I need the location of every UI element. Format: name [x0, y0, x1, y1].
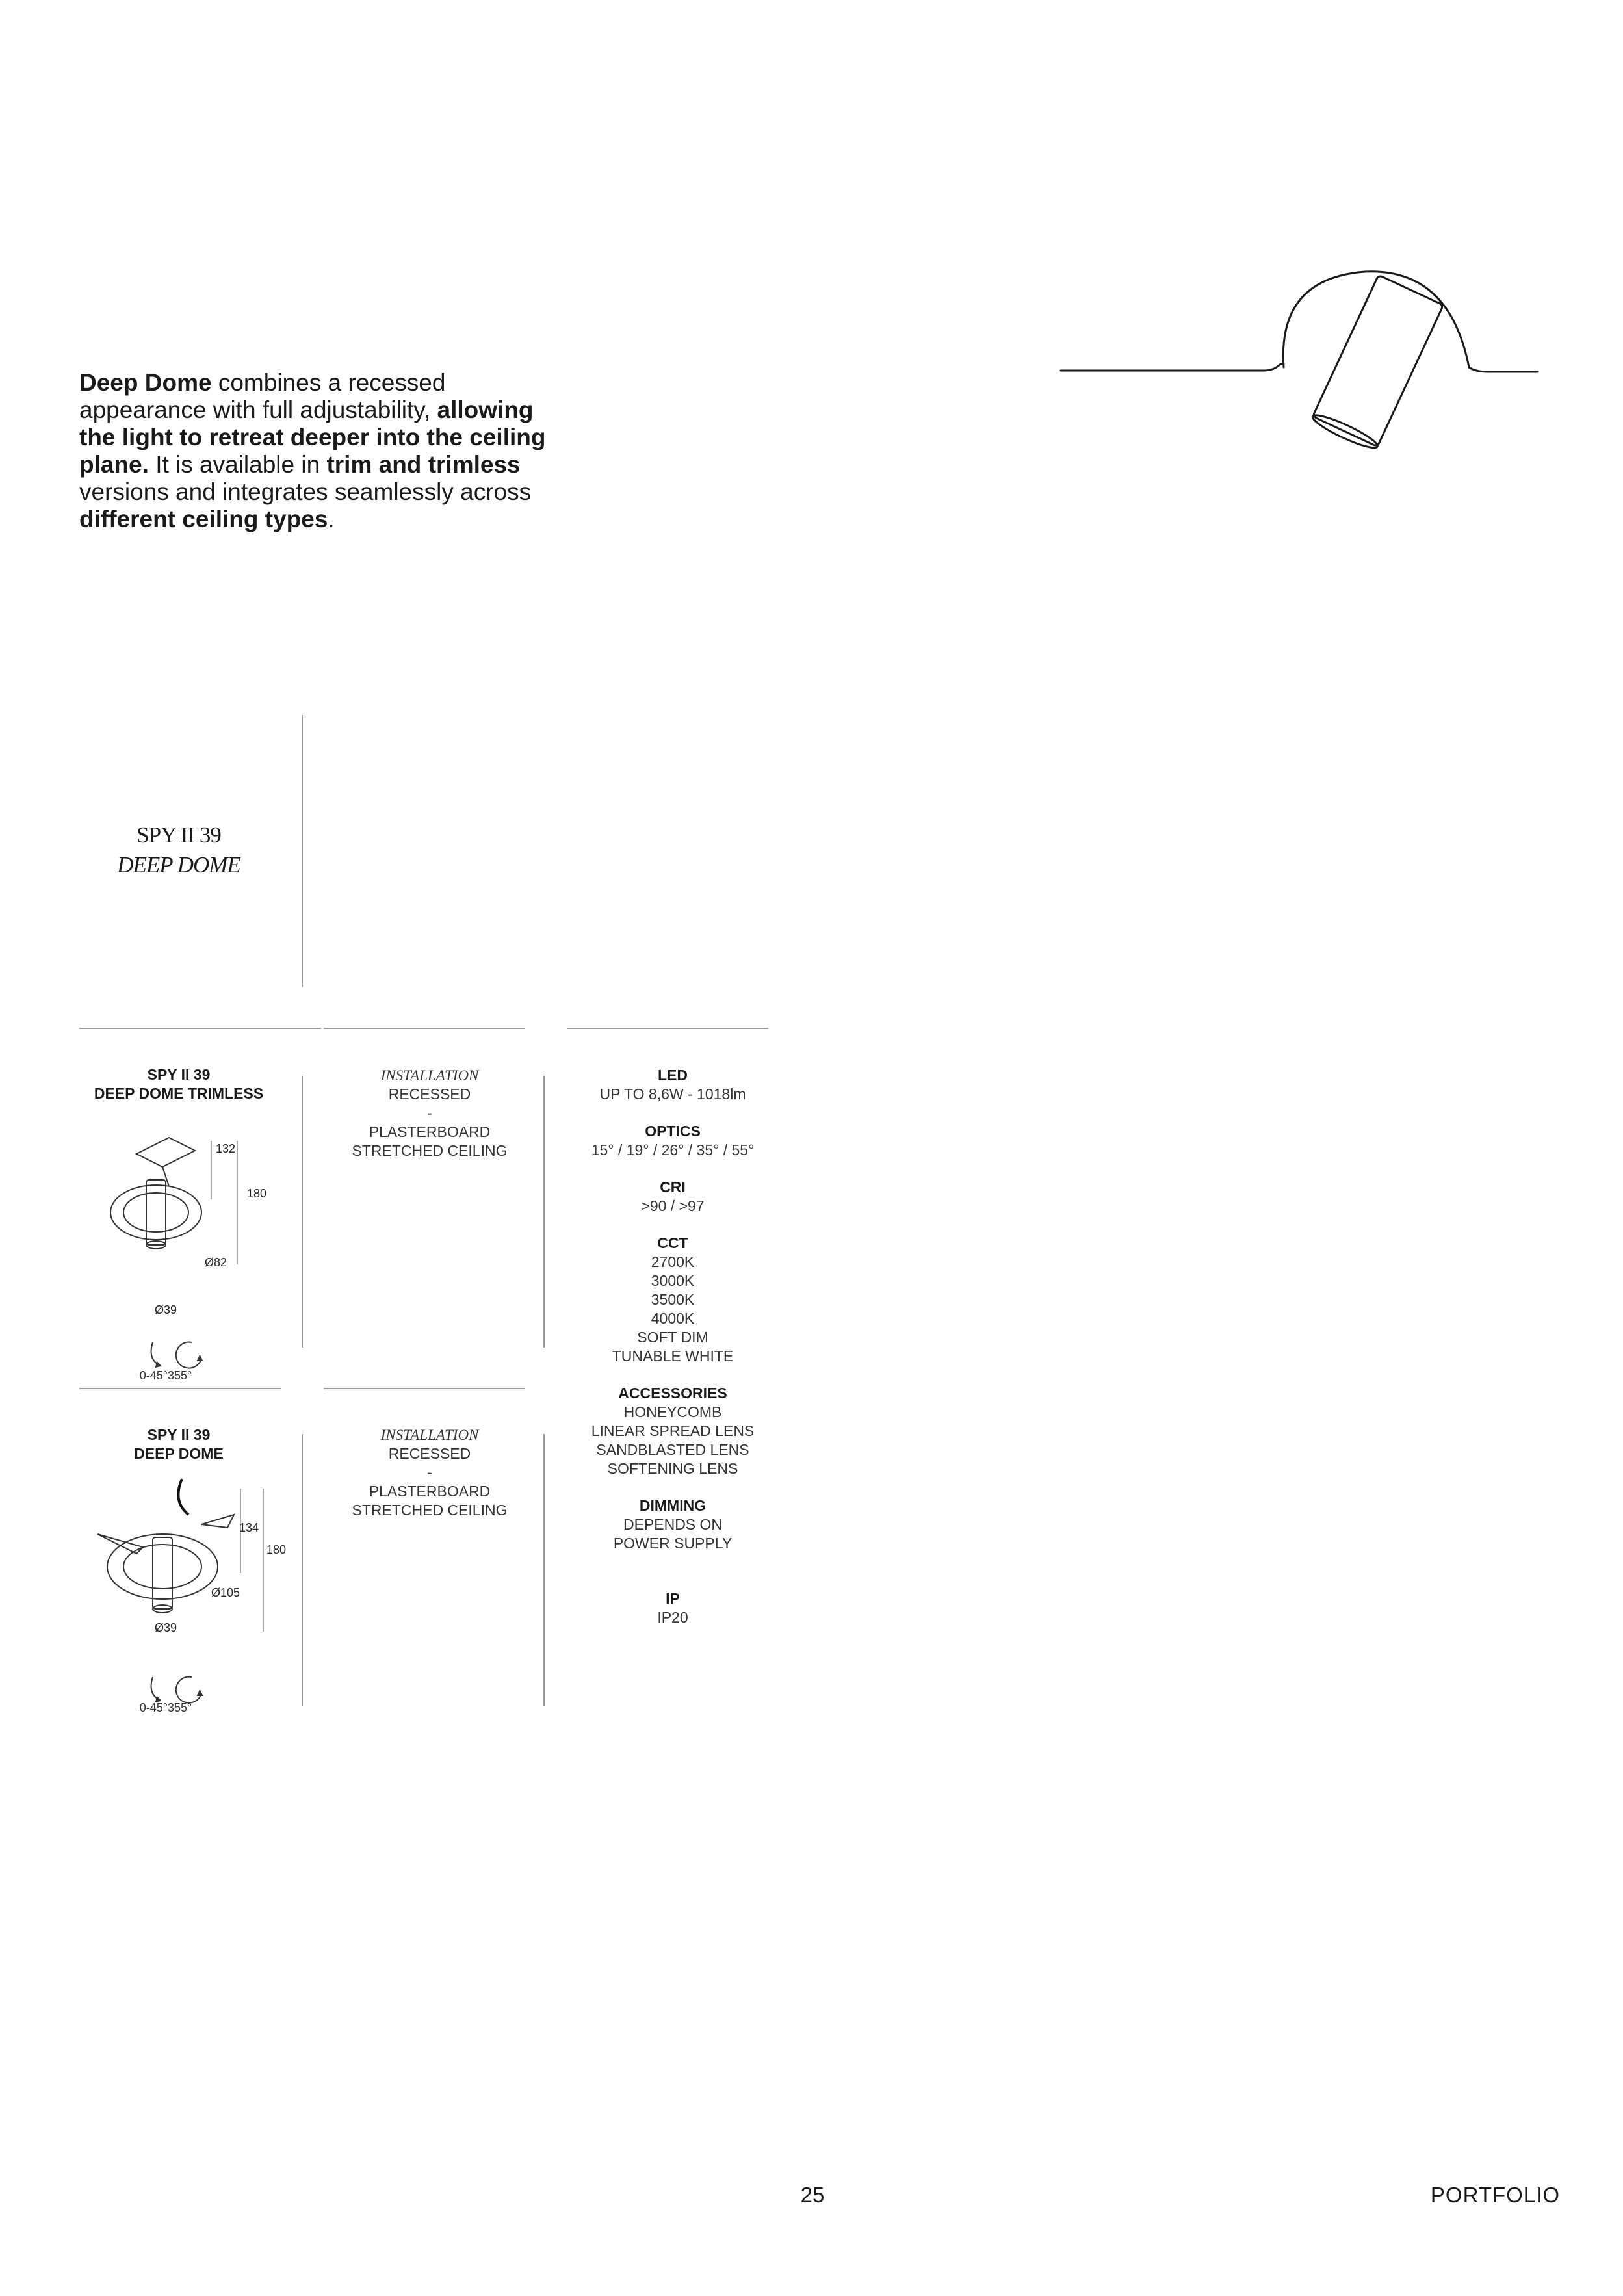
intro-paragraph — [79, 369, 573, 533]
spec-cri-line-0: >90 / >97 — [641, 1197, 705, 1214]
spec-accessories-line-0: HONEYCOMB — [623, 1403, 722, 1420]
deep-dome-illustration — [1059, 260, 1547, 455]
spec-ip-line-0: IP20 — [657, 1609, 688, 1626]
specs-column — [572, 1066, 773, 1645]
variant-1-install-type: RECESSED — [388, 1086, 471, 1102]
spec-cct-line-4: SOFT DIM — [637, 1329, 708, 1346]
spec-cct — [572, 1234, 773, 1366]
intro-seg-7: . — [328, 506, 335, 532]
variant-2-drawing — [91, 1476, 273, 1684]
spec-cct-line-5: TUNABLE WHITE — [612, 1348, 734, 1364]
variant-1-drawing — [97, 1115, 279, 1323]
variant-2-name-line2: DEEP DOME — [134, 1445, 224, 1462]
variant-2-name — [75, 1426, 283, 1463]
variant-1-rotation: 0-45°355° — [139, 1369, 192, 1382]
spec-dimming-line-0: DEPENDS ON — [623, 1516, 723, 1533]
rule-mid-col1 — [79, 1388, 281, 1389]
spec-cct-line-1: 3000K — [651, 1272, 695, 1289]
spec-led-head: LED — [658, 1067, 688, 1084]
variant-2-install-type: RECESSED — [388, 1445, 471, 1462]
variant-2-install-sep: - — [427, 1464, 432, 1481]
spec-cct-head: CCT — [657, 1234, 688, 1251]
intro-seg-0: Deep Dome — [79, 369, 212, 396]
intro-seg-6: different ceiling types — [79, 506, 328, 532]
spec-accessories — [572, 1384, 773, 1478]
spec-optics — [572, 1122, 773, 1160]
variant-2-name-line1: SPY II 39 — [147, 1426, 211, 1443]
spec-accessories-line-1: LINEAR SPREAD LENS — [591, 1422, 755, 1439]
intro-seg-4: trim and trimless — [326, 451, 521, 478]
divider-v1-a — [302, 1076, 303, 1348]
variant-1-name-line1: SPY II 39 — [147, 1066, 211, 1083]
variant-1-dim-inner: Ø39 — [155, 1303, 177, 1316]
divider-v2-b — [543, 1434, 545, 1706]
variant-2-install-ceiling2: STRETCHED CEILING — [352, 1502, 508, 1519]
spec-ip-head: IP — [666, 1590, 680, 1607]
spec-accessories-line-3: SOFTENING LENS — [607, 1460, 738, 1477]
variant-2-dim-inner: Ø39 — [155, 1621, 177, 1634]
variant-2-rotation: 0-45°355° — [139, 1701, 192, 1714]
spec-led — [572, 1066, 773, 1104]
rule-col3 — [567, 1028, 768, 1029]
product-subtitle: DEEP DOME — [117, 852, 240, 878]
spec-dimming — [572, 1496, 773, 1553]
product-name: SPY II 39 — [136, 822, 221, 848]
variant-1-install-ceiling2: STRETCHED CEILING — [352, 1142, 508, 1159]
variant-1-dim-outer: Ø82 — [205, 1256, 227, 1269]
intro-seg-1: combines a recessed appearance with full adjustability, — [79, 369, 446, 423]
spec-accessories-line-2: SANDBLASTED LENS — [596, 1441, 749, 1458]
variant-1-rotation-icon — [140, 1329, 218, 1401]
spec-cri-head: CRI — [660, 1179, 686, 1195]
footer-section-label: PORTFOLIO — [1430, 2183, 1560, 2207]
variant-2-install-label: INSTALLATION — [380, 1427, 479, 1443]
divider-v1-b — [302, 1434, 303, 1706]
spec-cct-line-3: 4000K — [651, 1310, 695, 1327]
spec-cri — [572, 1178, 773, 1216]
spec-cct-line-2: 3500K — [651, 1291, 695, 1308]
variant-1-install-sep: - — [427, 1104, 432, 1121]
variant-2-installation — [322, 1426, 537, 1520]
spec-dimming-head: DIMMING — [639, 1497, 707, 1514]
variant-2-dim-outer: Ø105 — [211, 1586, 240, 1599]
spec-optics-head: OPTICS — [645, 1123, 701, 1140]
title-divider — [302, 715, 303, 987]
variant-1-dim-total: 180 — [247, 1187, 267, 1200]
variant-2-install-ceiling1: PLASTERBOARD — [369, 1483, 491, 1500]
variant-1-name — [75, 1065, 283, 1103]
variant-1-installation — [322, 1066, 537, 1160]
spec-accessories-head: ACCESSORIES — [618, 1385, 727, 1402]
variant-2-rotation-icon — [140, 1664, 218, 1736]
spec-ip — [572, 1589, 773, 1627]
page-number: 25 — [800, 2183, 825, 2207]
intro-seg-2: allowing the light to retreat deeper into the ceiling plane. — [79, 397, 546, 478]
intro-seg-3: It is available in — [148, 451, 327, 478]
variant-1-dim-body: 132 — [216, 1142, 236, 1155]
spec-cct-line-0: 2700K — [651, 1253, 695, 1270]
variant-1-install-label: INSTALLATION — [380, 1067, 479, 1084]
spec-dimming-line-1: POWER SUPPLY — [613, 1535, 733, 1552]
spec-optics-line-0: 15° / 19° / 26° / 35° / 55° — [591, 1141, 755, 1158]
rule-mid-col2 — [324, 1388, 525, 1389]
rule-col1 — [79, 1028, 321, 1029]
intro-seg-5: versions and integrates seamlessly across — [79, 478, 532, 505]
variant-2-dim-body: 134 — [239, 1521, 259, 1534]
divider-v2-a — [543, 1076, 545, 1348]
variant-1-name-line2: DEEP DOME TRIMLESS — [94, 1085, 264, 1102]
variant-1-install-ceiling1: PLASTERBOARD — [369, 1123, 491, 1140]
rule-col2 — [324, 1028, 525, 1029]
product-title — [97, 820, 260, 880]
variant-2-dim-total: 180 — [266, 1543, 287, 1556]
spec-led-line-0: UP TO 8,6W - 1018lm — [599, 1086, 746, 1102]
